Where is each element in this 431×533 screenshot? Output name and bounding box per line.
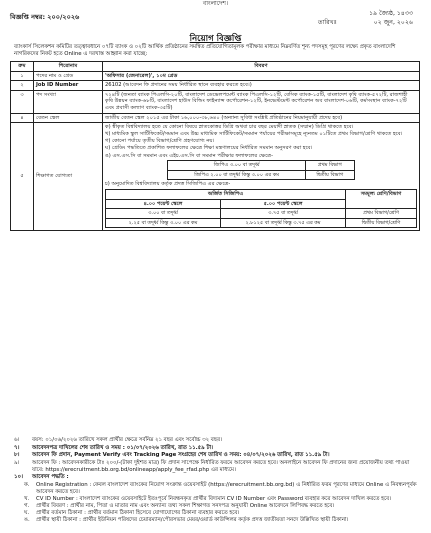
row-label: পদ সংখ্যা: [34, 90, 103, 113]
method-label: ঘ.: [24, 509, 30, 516]
qualification-details: [103, 123, 420, 231]
qualification-point: ক) স্বীকৃত বিশ্ববিদ্যালয় হতে যে কোনো বিষয়ে স্নাতকোত্তর ডিগ্রি অথবা চার বছর মেয়াদী স্নাতক (সম্মান) ডিগ্রি থাকতে হবে।: [105, 124, 354, 131]
method-text: প্রার্থীর বিবরণ : প্রার্থীর নাম, পিতা ও মাতার নাম এবং অন্যান্য তথ্য সকল শিক্ষাগত সনদপত্র অনুযায়ী Online আবেদনে লিপিবদ্ধ করতে হবে।: [36, 502, 335, 509]
table-row: [11, 71, 420, 81]
list-item: [14, 460, 419, 474]
intro-paragraph: ব্যাংকার্স সিলেকশন কমিটির তত্ত্বাবধানে ০৭টি ব্যাংক ও ০২টি আর্থিক প্রতিষ্ঠানের সমন্বিত প্রতিযোগিতামূলক পরীক্ষার মাধ্যমে নিম্নবর্ণিত শূন্য পদসমূহ পূরণের লক্ষ্যে প্রকৃত বাংলাদেশি নাগরিকদের নিকট হতে Online এ দরখাস্ত আহ্বান করা যাচ্ছে:: [14, 44, 396, 57]
date-block: [318, 9, 413, 27]
method-text: Online Registration : কেবল বাংলাদেশ ব্যাংকের নিয়োগ সংক্রান্ত ওয়েবসাইট (https://erecruitment.bb.org.bd) এ নির্ধারিত ফরম পূরণের মাধ্যমে Online এ নিবন্ধনপূর্বক আবেদন করতে হবে।: [36, 481, 417, 495]
method-label: খ.: [24, 495, 30, 502]
cgpa-subheader: ৪.০০ পয়েন্ট স্কেলে: [106, 199, 221, 209]
item-text: আবেদন ফি প্রদান, Payment Verify এবং Tracking Page সংগ্রহের শেষ তারিখ ও সময়: ০৪/০৭/২০২৬ তারিখ, রাত ১১.৫৯ টা।: [32, 452, 330, 458]
method-label: ঙ.: [24, 516, 30, 523]
row-no: ৩: [11, 90, 34, 113]
memo-number: বিজ্ঞপ্তি নম্বর: ২০০/২০২৬: [10, 13, 80, 21]
row-no: ৫: [11, 123, 34, 231]
row-label: বেতন স্কেল: [34, 113, 103, 123]
method-text: CV ID Number : বাংলাদেশ ব্যাংকের ওয়েবসাইটে ইতঃপূর্বে নিবন্ধনকৃত প্রার্থীর বিদ্যমান CV ID Number এবং Password ব্যবহার করে আবেদন দাখিল করতে হবে।: [36, 495, 392, 502]
item-text: আবেদনপত্র দাখিলের শেষ তারিখ ও সময় : ০১/০৭/২০২৬ তারিখ, রাত ১১.৫৯ টা।: [32, 444, 213, 451]
cgpa-cell: দ্বিতীয় বিভাগ/শ্রেণি: [346, 218, 417, 228]
date-bn: ১৯ জ্যৈষ্ঠ, ১৪৩৩: [369, 10, 413, 17]
gpa-cell: প্রথম বিভাগ: [305, 161, 354, 171]
gpa-row: [168, 161, 354, 171]
page-title: নিয়োগ বিজ্ঞপ্তি: [189, 34, 242, 44]
row-no: ১: [11, 71, 34, 81]
header-title: শিরোনাম: [34, 62, 103, 72]
method-item: [24, 496, 419, 503]
cgpa-cell: প্রথম বিভাগ/শ্রেণি: [346, 209, 417, 219]
header-no: ক্রম: [11, 62, 34, 72]
notice-items: [14, 437, 419, 524]
cgpa-header: অর্জিত সিজিপিএ: [106, 189, 346, 199]
cgpa-row: [106, 218, 417, 228]
row-no: ২: [11, 81, 34, 91]
gpa-row: [168, 170, 354, 180]
cgpa-cell: ৩.০০ বা তদূর্ধ্ব: [106, 209, 221, 219]
qualification-point: খ) মাধ্যমিক স্কুল সার্টিফিকেট/সমমান এবং উচ্চ মাধ্যমিক সার্টিফিকেট/সমমান পর্যায়ের পরীক্ষাসমূহে ন্যূনতম ০১টিতে প্রথম বিভাগ/শ্রেণি থাকতে হবে।: [105, 131, 403, 138]
table-row: [11, 90, 420, 113]
item-number: ৬।: [14, 437, 20, 443]
qualification-point: গ) কোনো পর্যায়ে তৃতীয় বিভাগ/শ্রেণি গ্রহণযোগ্য নয়।: [105, 138, 215, 145]
cgpa-subheader: ৫.০০ পয়েন্ট স্কেলে: [220, 199, 345, 209]
row-value: জাতীয় বেতন স্কেল ২০১৫ এর টাকা ১৬,০০০-৩৮,৬৪০ (অন্যান্য সুবিধা সংশ্লিষ্ট প্রতিষ্ঠানের নিয়মানুযায়ী প্রদেয় হবে): [103, 113, 420, 123]
method-text: প্রার্থীর স্থায়ী ঠিকানা : প্রার্থীর ইউনিয়ন পরিষদের চেয়ারম্যান/পৌরসভার মেয়র/ওয়ার্ড কাউন্সিলর কর্তৃক প্রদত্ত জাতীয়তা সনদে উল্লিখিত স্থায়ী ঠিকানা।: [36, 516, 349, 523]
qualification-point: ঙ) এস.এস.সি বা সমমান এবং এইচ.এস.সি বা সমমান পরীক্ষার ফলাফলের ক্ষেত্রে-: [105, 152, 273, 159]
method-label: ক.: [24, 481, 30, 488]
row-value: ৭২৪টি (জনতা ব্যাংক পিএলসি-২০টি, বাংলাদেশ ডেভেলপমেন্ট ব্যাংক পিএলসি-১২টি, বেসিক ব্যাংক-১৫টি, বাংলাদেশ কৃষি ব্যাংক-৫৭২টি, রাজশাহী কৃষি উন্নয়ন ব্যাংক-৬৮টি, বাংলাদেশ হাউস বিল্ডিং ফাইন্যান্স কর্পোরেশন-১২টি, ইনভেস্টমেন্ট কর্পোরেশন অব বাংলাদেশ-০৬টি, কর্মসংস্থান ব্যাংক-৭২টি এবং প্রবাসী কল্যাণ ব্যাংক-৩৫টি): [103, 90, 420, 113]
top-text: বাংলাদেশ।: [202, 0, 229, 7]
row-value: 26102 (আবেদন ফি প্রদানের সময় নির্ধারিত স্থানে ব্যবহার করতে হবে।): [103, 81, 420, 91]
cgpa-cell: ৩.৭৫ বা তদূর্ধ্ব: [220, 209, 345, 219]
date-en: ০২ জুন, ২০২৬: [373, 19, 413, 26]
cgpa-row: [106, 209, 417, 219]
item-number: ১০।: [14, 474, 23, 480]
gpa-cell: জিপিএ ৩.০০ বা তদূর্ধ্ব: [168, 161, 305, 171]
gpa-cell: জিপিএ ২.০০ বা তদূর্ধ্ব কিন্তু ৩.০০ এর কম: [168, 170, 305, 180]
item-text: আবেদন ফি : আবেদনকারীকে টাঃ ২০০/-(টাকা দুইশত মাত্র) ফি প্রদান সাপেক্ষে নির্ধারিত ফরমে আবেদন করতে হবে। অনলাইনে আবেদন ফি প্রদানের জন্য প্রয়োজনীয় তথ্য পাওয়া যাবে: https://erecruitment.bb.org.bd/onlineapp/apply_fee_rfad.php এর মাধ্যমে।: [32, 459, 410, 473]
item-number: ৭।: [14, 444, 20, 451]
cgpa-cell: ২.২৫ বা তদূর্ধ্ব কিন্তু ৩.০০ এর কম: [106, 218, 221, 228]
gpa-table: [167, 160, 354, 180]
table-row: [11, 113, 420, 123]
item-number: ৮।: [14, 452, 20, 458]
method-item: [24, 482, 419, 496]
method-item: [24, 510, 419, 517]
item-text: বয়স: ০১/০৬/২০২৬ তারিখে সকল প্রার্থীর ক্ষেত্রে সর্বনিম্ন ২১ বছর এবং সর্বোচ্চ ৩২ বছর।: [32, 437, 222, 443]
cgpa-header: সমমূল্য শ্রেণি/বিভাগ: [346, 189, 417, 208]
row-no: ৪: [11, 113, 34, 123]
method-text: প্রার্থীর বর্তমান ঠিকানা : প্রার্থীর বর্তমান ঠিকানা হিসেবে যোগাযোগের ঠিকানা ব্যবহার করতে হবে।: [36, 509, 240, 516]
cgpa-note: চ) অনুমোদিত বিশ্ববিদ্যালয় কর্তৃক প্রদত্ত সিজিপিএ এর ক্ষেত্রে-: [105, 181, 231, 188]
row-label: শিক্ষাগত যোগ্যতা: [34, 123, 103, 231]
table-row: [11, 81, 420, 91]
row-label: পদের নাম ও গ্রেড: [34, 71, 103, 81]
item-text: আবেদন পদ্ধতি :: [32, 474, 69, 480]
method-item: [24, 517, 419, 524]
row-value: 'অফিসার (জেনারেল)', ১০ম গ্রেড: [103, 71, 420, 81]
cgpa-cell: ২.৮১২৫ বা তদূর্ধ্ব কিন্তু ৩.৭৫ এর কম: [220, 218, 345, 228]
qualification-point: ঘ) গ্রেডিং পদ্ধতিতে প্রকাশিত ফলাফলের ক্ষেত্রে শিক্ষা মন্ত্রণালয়ের নির্ধারিত সমমান অনুসরণ করা হবে।: [105, 145, 313, 152]
cgpa-table: [105, 189, 417, 228]
row-label: Job ID Number: [34, 81, 103, 91]
cgpa-header-row: [106, 189, 417, 199]
date-label: তারিখঃ: [318, 19, 337, 26]
method-item: [24, 503, 419, 510]
details-table: [10, 61, 420, 231]
list-item: [14, 437, 419, 444]
table-header-row: [11, 62, 420, 72]
list-item: [14, 445, 419, 452]
table-row-qualification: [11, 123, 420, 231]
list-item: [14, 474, 419, 481]
method-label: গ.: [24, 502, 30, 509]
gpa-cell: দ্বিতীয় বিভাগ: [305, 170, 354, 180]
header-description: বিবরণ: [103, 62, 420, 72]
list-item: [14, 452, 419, 459]
item-number: ৯।: [14, 459, 20, 466]
